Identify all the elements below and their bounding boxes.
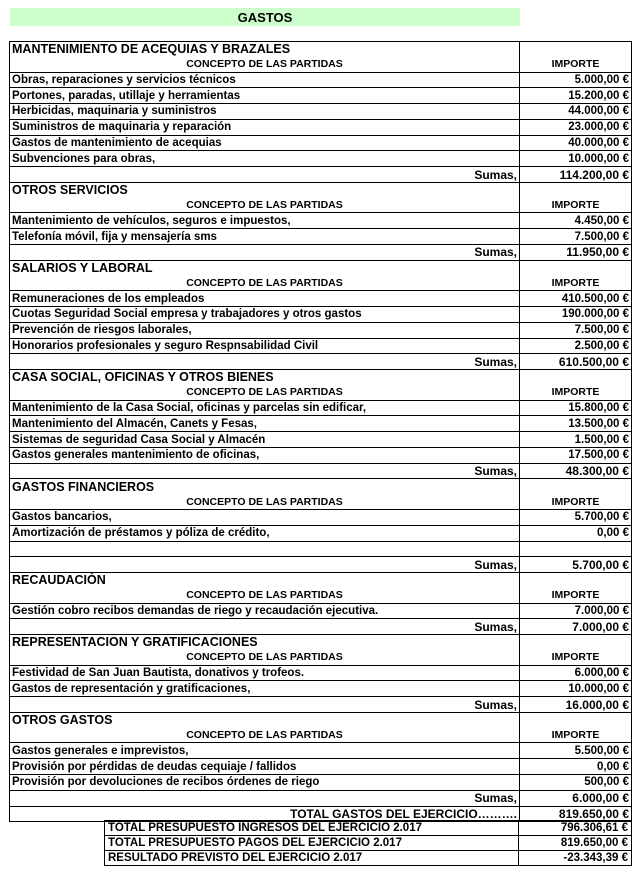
summary-label: TOTAL PRESUPUESTO INGRESOS DEL EJERCICIO 2.017 [105, 821, 519, 836]
table-row [10, 759, 632, 775]
section-title-blank [520, 370, 632, 385]
item-amount: 2.500,00 € [520, 338, 632, 354]
section-title: MANTENIMIENTO DE ACEQUIAS Y BRAZALES [10, 42, 520, 57]
table-row [10, 151, 632, 167]
section-title-row [10, 635, 632, 650]
sum-value: 48.300,00 € [520, 463, 632, 479]
concept-header: CONCEPTO DE LAS PARTIDAS [10, 198, 520, 213]
amount-header: IMPORTE [520, 588, 632, 603]
section-title: REPRESENTACION Y GRATIFICACIONES [10, 635, 520, 650]
section-title: SALARIOS Y LABORAL [10, 260, 520, 275]
table-row [10, 743, 632, 759]
sum-value: 6.000,00 € [520, 790, 632, 806]
table-row [10, 291, 632, 307]
item-concept: Gastos de mantenimiento de acequias [10, 135, 520, 151]
table-row [10, 665, 632, 681]
amount-header: IMPORTE [520, 494, 632, 509]
column-header-row [10, 385, 632, 400]
sum-label: Sumas, [10, 167, 520, 183]
summary-label: TOTAL PRESUPUESTO PAGOS DEL EJERCICIO 2.017 [105, 836, 519, 851]
concept-header: CONCEPTO DE LAS PARTIDAS [10, 57, 520, 72]
concept-header: CONCEPTO DE LAS PARTIDAS [10, 275, 520, 290]
column-header-row [10, 57, 632, 72]
section-title-row [10, 260, 632, 275]
amount-header: IMPORTE [520, 650, 632, 665]
item-amount: 0,00 € [520, 525, 632, 541]
summary-value: -23.343,39 € [519, 851, 632, 866]
item-concept: Herbicidas, maquinaria y suministros [10, 104, 520, 120]
item-amount: 0,00 € [520, 759, 632, 775]
table-row [10, 509, 632, 525]
section-title-blank [520, 260, 632, 275]
sum-row [10, 697, 632, 713]
table-row [10, 525, 632, 541]
amount-header: IMPORTE [520, 728, 632, 743]
item-amount: 10.000,00 € [520, 151, 632, 167]
page-title: GASTOS [10, 8, 520, 26]
total-label: TOTAL GASTOS DEL EJERCICIO………. [10, 806, 520, 822]
sum-row [10, 619, 632, 635]
blank-cell [520, 541, 632, 557]
sum-label: Sumas, [10, 463, 520, 479]
item-concept: Gastos de representación y gratificaciones, [10, 681, 520, 697]
column-header-row [10, 728, 632, 743]
sum-row [10, 557, 632, 573]
sum-value: 5.700,00 € [520, 557, 632, 573]
item-concept: Remuneraciones de los empleados [10, 291, 520, 307]
table-row [10, 135, 632, 151]
section-title: OTROS SERVICIOS [10, 182, 520, 197]
item-concept: Sistemas de seguridad Casa Social y Almacén [10, 432, 520, 448]
concept-header: CONCEPTO DE LAS PARTIDAS [10, 588, 520, 603]
item-amount: 7.500,00 € [520, 229, 632, 245]
table-row [10, 603, 632, 619]
table-row [10, 338, 632, 354]
column-header-row [10, 588, 632, 603]
sum-row [10, 790, 632, 806]
item-amount: 7.500,00 € [520, 322, 632, 338]
section-title-row [10, 712, 632, 727]
item-amount: 5.700,00 € [520, 509, 632, 525]
column-header-row [10, 494, 632, 509]
total-value: 819.650,00 € [520, 806, 632, 822]
table-row [10, 432, 632, 448]
amount-header: IMPORTE [520, 57, 632, 72]
section-title: GASTOS FINANCIEROS [10, 479, 520, 494]
item-concept: Gastos bancarios, [10, 509, 520, 525]
item-concept: Subvenciones para obras, [10, 151, 520, 167]
column-header-row [10, 198, 632, 213]
sum-row [10, 167, 632, 183]
item-concept: Amortización de préstamos y póliza de crédito, [10, 525, 520, 541]
item-amount: 13.500,00 € [520, 416, 632, 432]
blank-cell [10, 541, 520, 557]
item-concept: Mantenimiento de la Casa Social, oficinas y parcelas sin edificar, [10, 400, 520, 416]
item-concept: Mantenimiento de vehículos, seguros e impuestos, [10, 213, 520, 229]
section-title-blank [520, 42, 632, 57]
sum-row [10, 244, 632, 260]
item-amount: 5.000,00 € [520, 72, 632, 88]
concept-header: CONCEPTO DE LAS PARTIDAS [10, 650, 520, 665]
amount-header: IMPORTE [520, 198, 632, 213]
item-amount: 4.450,00 € [520, 213, 632, 229]
sum-value: 114.200,00 € [520, 167, 632, 183]
item-concept: Festividad de San Juan Bautista, donativos y trofeos. [10, 665, 520, 681]
item-concept: Obras, reparaciones y servicios técnicos [10, 72, 520, 88]
item-amount: 15.800,00 € [520, 400, 632, 416]
section-title: RECAUDACIÓN [10, 573, 520, 588]
table-row [10, 447, 632, 463]
expenses-table [9, 41, 632, 822]
sum-row [10, 463, 632, 479]
table-row [10, 213, 632, 229]
section-title-row [10, 370, 632, 385]
sum-value: 7.000,00 € [520, 619, 632, 635]
summary-row [105, 851, 632, 866]
sum-label: Sumas, [10, 244, 520, 260]
table-row [10, 400, 632, 416]
blank-row [10, 541, 632, 557]
item-concept: Mantenimiento del Almacén, Canets y Fesas, [10, 416, 520, 432]
item-concept: Prevención de riesgos laborales, [10, 322, 520, 338]
sum-value: 16.000,00 € [520, 697, 632, 713]
summary-value: 819.650,00 € [519, 836, 632, 851]
section-title-row [10, 573, 632, 588]
section-title: CASA SOCIAL, OFICINAS Y OTROS BIENES [10, 370, 520, 385]
table-row [10, 681, 632, 697]
item-concept: Provisión por devoluciones de recibos órdenes de riego [10, 774, 520, 790]
table-row [10, 322, 632, 338]
item-amount: 23.000,00 € [520, 119, 632, 135]
concept-header: CONCEPTO DE LAS PARTIDAS [10, 728, 520, 743]
column-header-row [10, 650, 632, 665]
item-concept: Gastos generales mantenimiento de oficinas, [10, 447, 520, 463]
item-concept: Portones, paradas, utillaje y herramientas [10, 88, 520, 104]
section-title: OTROS GASTOS [10, 712, 520, 727]
table-row [10, 774, 632, 790]
item-concept: Provisión por pérdidas de deudas cequiaje / fallidos [10, 759, 520, 775]
item-concept: Gestión cobro recibos demandas de riego y recaudación ejecutiva. [10, 603, 520, 619]
item-amount: 410.500,00 € [520, 291, 632, 307]
summary-label: RESULTADO PREVISTO DEL EJERCICIO 2.017 [105, 851, 519, 866]
item-amount: 6.000,00 € [520, 665, 632, 681]
section-title-row [10, 182, 632, 197]
sum-label: Sumas, [10, 557, 520, 573]
section-title-row [10, 479, 632, 494]
item-amount: 44.000,00 € [520, 104, 632, 120]
sum-row [10, 354, 632, 370]
item-concept: Telefonía móvil, fija y mensajería sms [10, 229, 520, 245]
sum-label: Sumas, [10, 354, 520, 370]
table-row [10, 119, 632, 135]
column-header-row [10, 275, 632, 290]
summary-value: 796.306,61 € [519, 821, 632, 836]
sum-label: Sumas, [10, 619, 520, 635]
budget-summary-table [104, 820, 632, 866]
item-amount: 40.000,00 € [520, 135, 632, 151]
item-amount: 15.200,00 € [520, 88, 632, 104]
item-concept: Gastos generales e imprevistos, [10, 743, 520, 759]
item-amount: 500,00 € [520, 774, 632, 790]
item-concept: Suministros de maquinaria y reparación [10, 119, 520, 135]
table-row [10, 307, 632, 323]
table-row [10, 72, 632, 88]
amount-header: IMPORTE [520, 275, 632, 290]
item-amount: 1.500,00 € [520, 432, 632, 448]
item-amount: 17.500,00 € [520, 447, 632, 463]
concept-header: CONCEPTO DE LAS PARTIDAS [10, 494, 520, 509]
sum-label: Sumas, [10, 697, 520, 713]
table-row [10, 229, 632, 245]
summary-row [105, 836, 632, 851]
item-concept: Cuotas Seguridad Social empresa y trabajadores y otros gastos [10, 307, 520, 323]
table-row [10, 104, 632, 120]
section-title-row [10, 42, 632, 57]
summary-row [105, 821, 632, 836]
section-title-blank [520, 182, 632, 197]
table-row [10, 416, 632, 432]
item-amount: 10.000,00 € [520, 681, 632, 697]
amount-header: IMPORTE [520, 385, 632, 400]
section-title-blank [520, 479, 632, 494]
sum-label: Sumas, [10, 790, 520, 806]
item-concept: Honorarios profesionales y seguro Respnsabilidad Civil [10, 338, 520, 354]
section-title-blank [520, 635, 632, 650]
sum-value: 11.950,00 € [520, 244, 632, 260]
item-amount: 190.000,00 € [520, 307, 632, 323]
section-title-blank [520, 712, 632, 727]
table-row [10, 88, 632, 104]
concept-header: CONCEPTO DE LAS PARTIDAS [10, 385, 520, 400]
item-amount: 5.500,00 € [520, 743, 632, 759]
section-title-blank [520, 573, 632, 588]
sum-value: 610.500,00 € [520, 354, 632, 370]
item-amount: 7.000,00 € [520, 603, 632, 619]
